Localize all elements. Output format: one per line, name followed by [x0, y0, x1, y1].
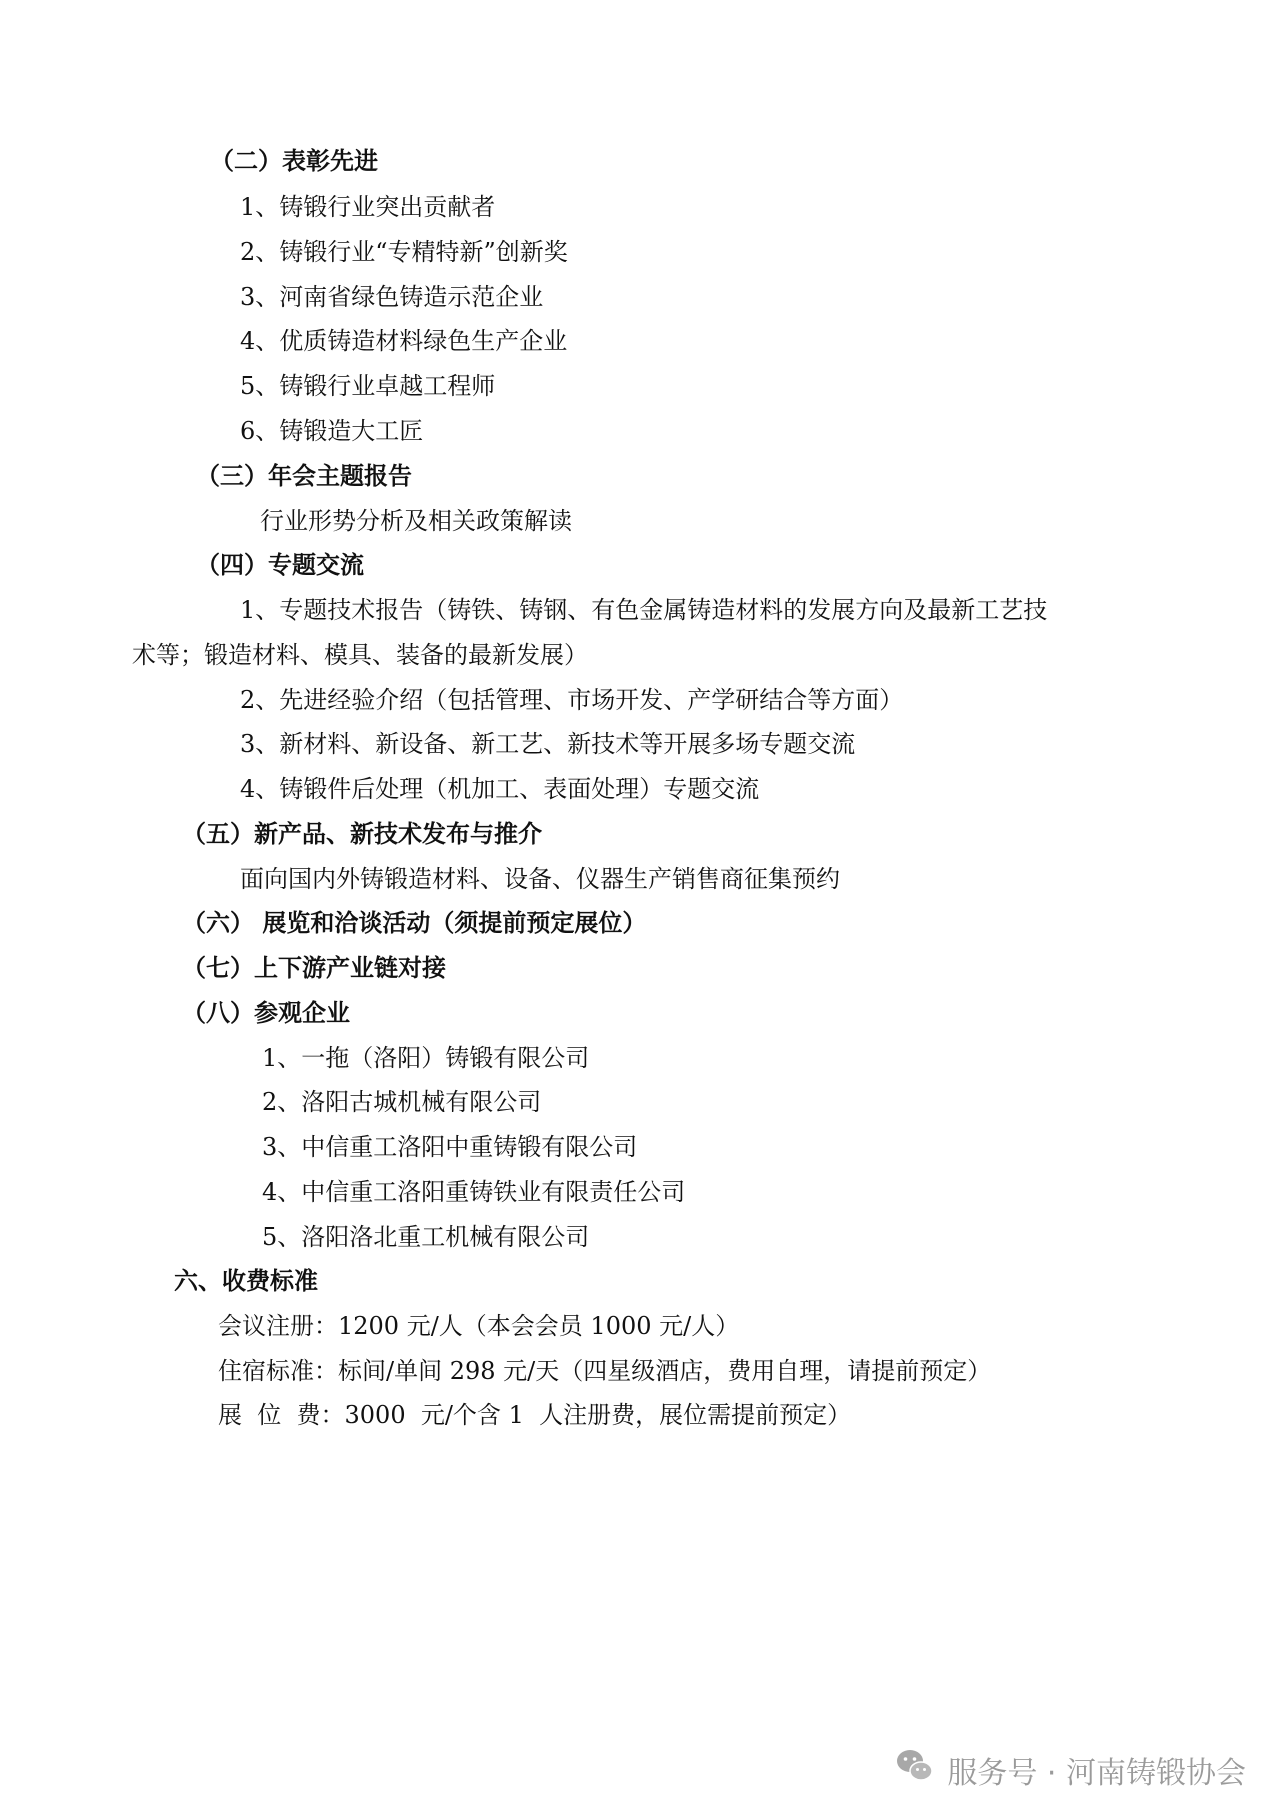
list-item: 3、中信重工洛阳中重铸锻有限公司 [262, 1133, 638, 1161]
fee-item: 展 位 费：3000 元/个含 1 人注册费，展位需提前预定） [218, 1401, 852, 1429]
section-heading-5: （五）新产品、新技术发布与推介 [182, 820, 542, 848]
list-item: 5、铸锻行业卓越工程师 [240, 372, 496, 400]
section-heading-8: （八）参观企业 [182, 999, 350, 1027]
section-heading-2: （二）表彰先进 [210, 147, 378, 175]
list-item: 1、专题技术报告（铸铁、铸钢、有色金属铸造材料的发展方向及最新工艺技 [240, 596, 1048, 624]
list-item: 3、新材料、新设备、新工艺、新技术等开展多场专题交流 [240, 730, 856, 758]
list-item: 2、先进经验介绍（包括管理、市场开发、产学研结合等方面） [240, 686, 904, 714]
section-heading-fees: 六、收费标准 [174, 1267, 318, 1295]
list-item: 1、一拖（洛阳）铸锻有限公司 [262, 1044, 590, 1072]
watermark [895, 1748, 1246, 1792]
list-item: 4、优质铸造材料绿色生产企业 [240, 327, 568, 355]
list-item: 面向国内外铸锻造材料、设备、仪器生产销售商征集预约 [240, 865, 840, 893]
list-item: 2、铸锻行业“专精特新”创新奖 [240, 238, 568, 266]
list-item: 2、洛阳古城机械有限公司 [262, 1088, 542, 1116]
list-item: 4、铸锻件后处理（机加工、表面处理）专题交流 [240, 775, 760, 803]
wechat-icon [895, 1748, 935, 1792]
list-item: 3、河南省绿色铸造示范企业 [240, 283, 544, 311]
list-item: 1、铸锻行业突出贡献者 [240, 193, 496, 221]
list-item-continuation: 术等；锻造材料、模具、装备的最新发展） [132, 641, 588, 669]
list-item: 5、洛阳洛北重工机械有限公司 [262, 1223, 590, 1251]
section-heading-7: （七）上下游产业链对接 [182, 954, 446, 982]
section-heading-3: （三）年会主题报告 [196, 462, 412, 490]
list-item: 6、铸锻造大工匠 [240, 417, 424, 445]
watermark-text: 服务号 · 河南铸锻协会 [947, 1756, 1246, 1791]
section-heading-6: （六） 展览和洽谈活动（须提前预定展位） [182, 909, 647, 937]
fee-item: 会议注册：1200 元/人（本会会员 1000 元/人） [218, 1312, 740, 1340]
list-item: 4、中信重工洛阳重铸铁业有限责任公司 [262, 1178, 686, 1206]
list-item: 行业形势分析及相关政策解读 [260, 507, 572, 535]
fee-item: 住宿标准：标间/单间 298 元/天（四星级酒店，费用自理，请提前预定） [218, 1357, 992, 1385]
section-heading-4: （四）专题交流 [196, 551, 364, 579]
